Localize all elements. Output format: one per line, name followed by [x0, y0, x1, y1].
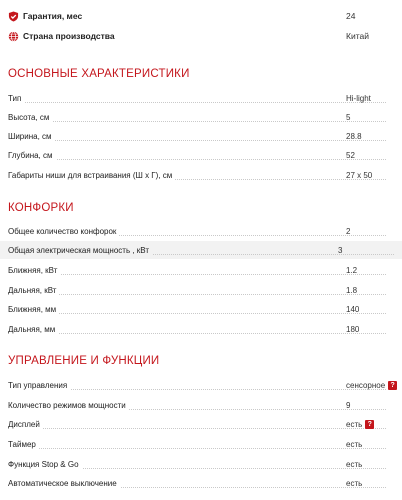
spec-name: Общее количество конфорок	[8, 227, 119, 236]
spec-row-near-mm	[8, 300, 394, 318]
spec-value: 27 x 50	[346, 170, 373, 180]
country-value: Китай	[346, 31, 369, 41]
spec-name: Автоматическое выключение	[8, 479, 120, 488]
spec-row-timer	[8, 435, 394, 453]
spec-name: Ближняя, мм	[8, 305, 59, 314]
spec-row-far-kw	[8, 281, 394, 299]
spec-value: сенсорное	[346, 380, 386, 390]
spec-row-height	[8, 108, 394, 126]
spec-value: есть	[346, 419, 363, 429]
spec-value: 28.8	[346, 131, 362, 141]
spec-value: 52	[346, 150, 355, 160]
spec-row-depth	[8, 146, 394, 164]
spec-name: Дальняя, мм	[8, 325, 58, 334]
spec-value: 2	[346, 226, 351, 236]
spec-row-type	[8, 89, 394, 107]
spec-name: Габариты ниши для встраивания (Ш х Г), см	[8, 171, 175, 180]
spec-name: Тип управления	[8, 381, 70, 390]
help-icon[interactable]: ?	[365, 420, 374, 429]
shield-check-icon	[8, 11, 19, 22]
spec-row-power-modes	[8, 396, 394, 414]
warranty-label: Гарантия, мес	[23, 11, 83, 21]
spec-row-total-power	[0, 241, 402, 259]
spec-row-burner-count	[8, 222, 394, 240]
spec-name: Высота, см	[8, 113, 52, 122]
spec-row-niche	[8, 166, 394, 184]
spec-name: Функция Stop & Go	[8, 460, 82, 469]
section-title-control: УПРАВЛЕНИЕ И ФУНКЦИИ	[8, 355, 160, 367]
spec-name: Количество режимов мощности	[8, 401, 129, 410]
spec-row-stop-go	[8, 455, 394, 473]
spec-row-display	[8, 415, 394, 433]
spec-row-control-type	[8, 376, 394, 394]
country-row	[8, 27, 392, 45]
spec-row-near-kw	[8, 261, 394, 279]
spec-name: Общая электрическая мощность , кВт	[8, 246, 152, 255]
globe-icon	[8, 31, 19, 42]
help-icon[interactable]: ?	[388, 381, 397, 390]
spec-row-auto-off	[8, 474, 394, 492]
spec-value: 5	[346, 112, 351, 122]
spec-value: есть	[346, 459, 363, 469]
warranty-row	[8, 7, 392, 25]
spec-value: 140	[346, 304, 360, 314]
spec-value: 180	[346, 324, 360, 334]
section-title-burners: КОНФОРКИ	[8, 202, 74, 214]
spec-row-far-mm	[8, 320, 394, 338]
spec-value: 1.8	[346, 285, 358, 295]
country-label: Страна производства	[23, 31, 115, 41]
spec-name: Дисплей	[8, 420, 43, 429]
spec-value: 3	[338, 245, 343, 255]
spec-value: Hi-light	[346, 93, 371, 103]
spec-value: есть	[346, 439, 363, 449]
spec-value: есть	[346, 478, 363, 488]
spec-name: Ширина, см	[8, 132, 55, 141]
spec-name: Глубина, см	[8, 151, 56, 160]
section-title-main: ОСНОВНЫЕ ХАРАКТЕРИСТИКИ	[8, 68, 190, 80]
warranty-value: 24	[346, 11, 356, 21]
spec-value: 9	[346, 400, 351, 410]
spec-value: 1.2	[346, 265, 358, 275]
spec-name: Тип	[8, 94, 24, 103]
spec-name: Ближняя, кВт	[8, 266, 60, 275]
spec-name: Дальняя, кВт	[8, 286, 59, 295]
spec-row-width	[8, 127, 394, 145]
spec-name: Таймер	[8, 440, 39, 449]
